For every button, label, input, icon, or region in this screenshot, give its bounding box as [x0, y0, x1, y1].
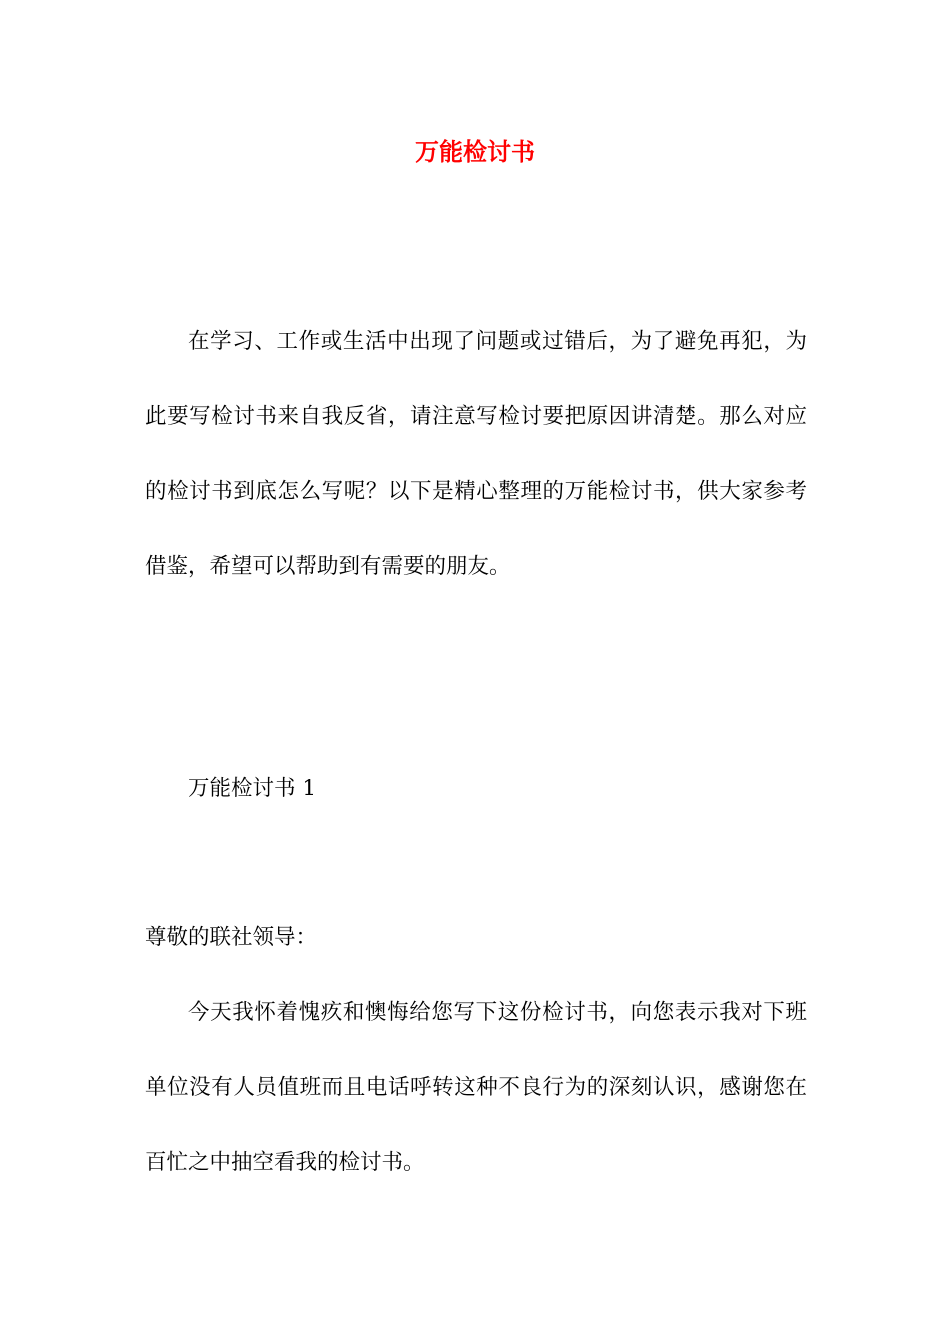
document-title: 万能检讨书: [415, 137, 535, 166]
section-heading: 万能检讨书 1: [188, 776, 317, 801]
body-paragraph: 今天我怀着愧疚和懊悔给您写下这份检讨书，向您表示我对下班单位没有人员值班而且电话呼转这种不良行为的深刻认识，感谢您在百忙之中抽空看我的检讨书。: [145, 1000, 807, 1175]
intro-paragraph: 在学习、工作或生活中出现了问题或过错后，为了避免再犯，为此要写检讨书来自我反省，请注意写检讨要把原因讲清楚。那么对应的检讨书到底怎么写呢？以下是精心整理的万能检讨书，供大家参考借鉴，希望可以帮助到有需要的朋友。: [145, 329, 807, 579]
salutation: 尊敬的联社领导：: [145, 925, 318, 950]
